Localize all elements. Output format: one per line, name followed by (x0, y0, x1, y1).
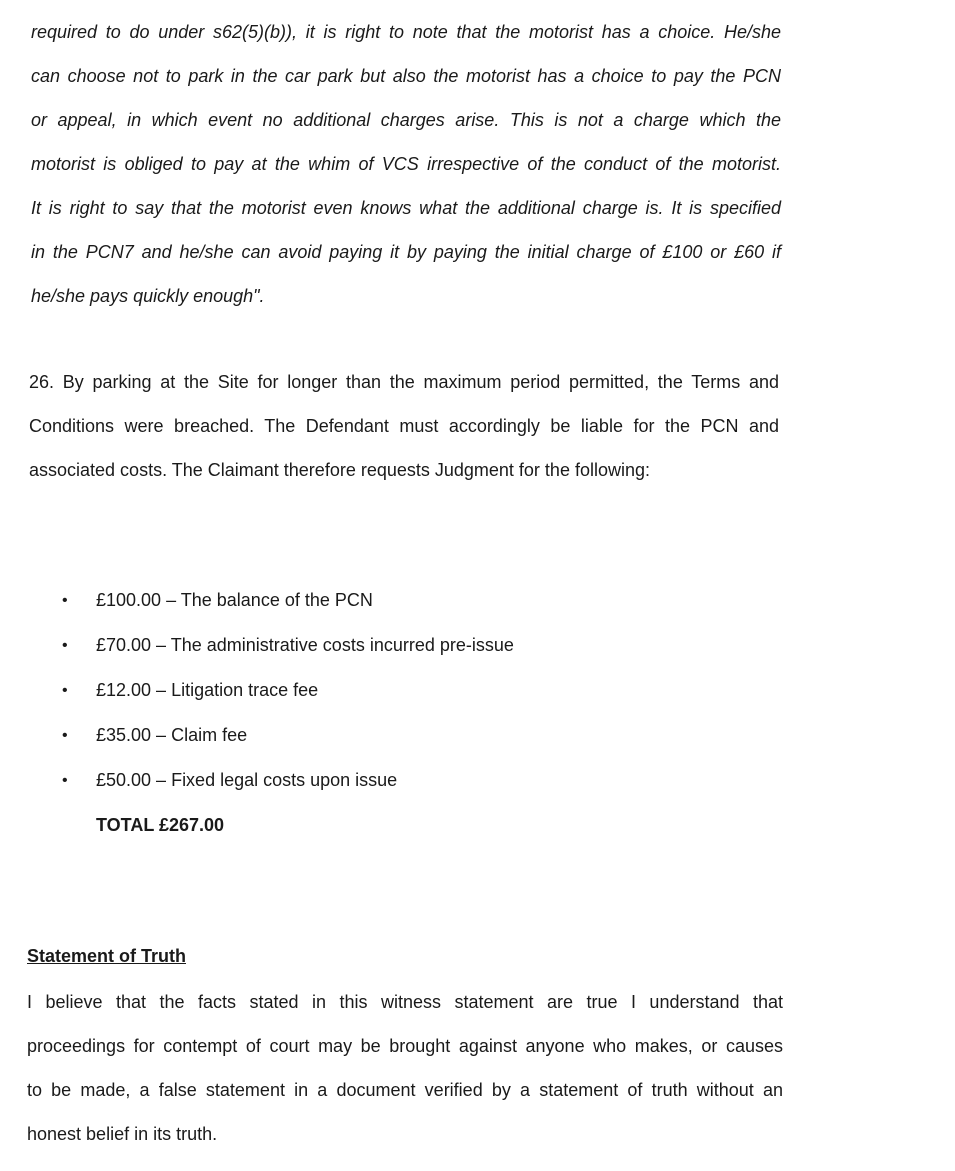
cost-item-text: £50.00 – Fixed legal costs upon issue (96, 770, 398, 790)
statement-of-truth-heading: Statement of Truth (27, 946, 187, 966)
bullet-icon: • (62, 772, 68, 789)
cost-item (0, 578, 700, 623)
costs-total: TOTAL £267.00 (96, 815, 225, 835)
quote-line: required to do under s62(5)(b)), it is right to note that the motorist has a choice. He/she (31, 22, 781, 42)
paragraph-26-line: 26. By parking at the Site for longer than the maximum period permitted, the Terms and (29, 372, 779, 392)
cost-item (0, 668, 700, 713)
cost-item-text: £70.00 – The administrative costs incurred pre-issue (96, 635, 514, 655)
costs-list (0, 578, 700, 803)
cost-item (0, 623, 700, 668)
quote-line: he/she pays quickly enough". (31, 286, 265, 306)
statement-of-truth-line: I believe that the facts stated in this witness statement are true I understand that (27, 992, 783, 1012)
paragraph-26 (29, 360, 779, 492)
statement-of-truth-line: honest belief in its truth. (27, 1124, 218, 1144)
statement-of-truth-line: to be made, a false statement in a document verified by a statement of truth without an (27, 1080, 783, 1100)
quoted-judgment-paragraph (31, 10, 781, 318)
cost-item (0, 758, 700, 803)
bullet-icon: • (62, 727, 68, 744)
paragraph-26-line: associated costs. The Claimant therefore requests Judgment for the following: (29, 460, 650, 480)
cost-item-text: £100.00 – The balance of the PCN (96, 590, 373, 610)
quote-line: or appeal, in which event no additional charges arise. This is not a charge which the (31, 110, 781, 130)
bullet-icon: • (62, 637, 68, 654)
cost-item (0, 713, 700, 758)
quote-line: can choose not to park in the car park but also the motorist has a choice to pay the PCN (31, 66, 781, 86)
quote-line: It is right to say that the motorist even knows what the additional charge is. It is specified (31, 198, 781, 218)
bullet-icon: • (62, 592, 68, 609)
statement-of-truth-body (27, 980, 783, 1156)
quote-line: motorist is obliged to pay at the whim of VCS irrespective of the conduct of the motorist. (31, 154, 781, 174)
cost-item-text: £35.00 – Claim fee (96, 725, 248, 745)
bullet-icon: • (62, 682, 68, 699)
paragraph-26-line: Conditions were breached. The Defendant must accordingly be liable for the PCN and (29, 416, 779, 436)
statement-of-truth-line: proceedings for contempt of court may be brought against anyone who makes, or causes (27, 1036, 783, 1056)
quote-line: in the PCN7 and he/she can avoid paying it by paying the initial charge of £100 or £60 if (31, 242, 781, 262)
cost-item-text: £12.00 – Litigation trace fee (96, 680, 319, 700)
